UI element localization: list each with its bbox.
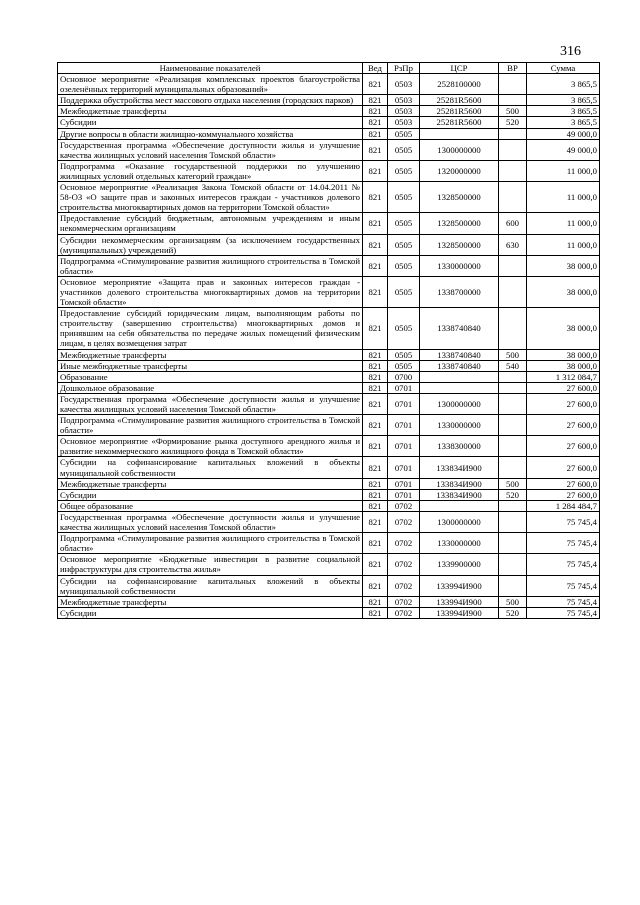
cell-ved: 821 (363, 533, 388, 554)
cell-sum: 27 600,0 (527, 382, 600, 393)
cell-name: Основное мероприятие «Формирование рынка доступного арендного жилья и развитие некоммерческого жилищного фонда в Томской области» (58, 436, 363, 457)
cell-ved: 821 (363, 182, 388, 213)
cell-name: Межбюджетные трансферты (58, 106, 363, 117)
cell-sum: 3 865,5 (527, 106, 600, 117)
cell-vr (499, 74, 527, 95)
cell-csr: 1330000000 (420, 415, 499, 436)
cell-rzpr: 0702 (388, 511, 420, 532)
cell-name: Субсидии на софинансирование капитальных вложений в объекты муниципальной собственности (58, 457, 363, 478)
cell-rzpr: 0702 (388, 596, 420, 607)
cell-rzpr: 0505 (388, 360, 420, 371)
cell-rzpr: 0505 (388, 182, 420, 213)
cell-csr: 133834И900 (420, 457, 499, 478)
cell-sum: 3 865,5 (527, 117, 600, 128)
table-row (58, 457, 600, 478)
cell-ved: 821 (363, 74, 388, 95)
cell-name: Субсидии (58, 607, 363, 618)
cell-sum: 38 000,0 (527, 308, 600, 349)
table-row (58, 511, 600, 532)
cell-sum: 38 000,0 (527, 349, 600, 360)
cell-vr (499, 554, 527, 575)
cell-sum: 49 000,0 (527, 139, 600, 160)
table-row (58, 533, 600, 554)
cell-csr: 1300000000 (420, 139, 499, 160)
cell-rzpr: 0505 (388, 139, 420, 160)
table-row (58, 95, 600, 106)
cell-rzpr: 0505 (388, 128, 420, 139)
cell-sum: 1 312 084,7 (527, 371, 600, 382)
cell-rzpr: 0505 (388, 349, 420, 360)
cell-csr: 25281R5600 (420, 95, 499, 106)
cell-sum: 75 745,4 (527, 596, 600, 607)
cell-vr: 520 (499, 117, 527, 128)
cell-vr (499, 436, 527, 457)
cell-rzpr: 0503 (388, 95, 420, 106)
cell-sum: 11 000,0 (527, 213, 600, 234)
cell-rzpr: 0505 (388, 255, 420, 276)
table-row (58, 554, 600, 575)
cell-ved: 821 (363, 554, 388, 575)
cell-name: Общее образование (58, 500, 363, 511)
table-header-row (58, 63, 600, 74)
header-csr: ЦСР (420, 63, 499, 74)
table-row (58, 575, 600, 596)
cell-name: Субсидии некоммерческим организациям (за исключением государственных (муниципальных) учреждений) (58, 234, 363, 255)
cell-sum: 3 865,5 (527, 95, 600, 106)
cell-rzpr: 0701 (388, 393, 420, 414)
header-rzpr: РзПр (388, 63, 420, 74)
cell-ved: 821 (363, 500, 388, 511)
cell-rzpr: 0702 (388, 500, 420, 511)
cell-csr: 1320000000 (420, 160, 499, 181)
cell-csr: 2528100000 (420, 74, 499, 95)
header-vr: ВР (499, 63, 527, 74)
cell-ved: 821 (363, 117, 388, 128)
cell-vr: 500 (499, 478, 527, 489)
cell-name: Основное мероприятие «Защита прав и законных интересов граждан - участников долевого строительства многоквартирных домов на территории Томской области» (58, 276, 363, 307)
table-row (58, 500, 600, 511)
table-row (58, 106, 600, 117)
cell-vr: 520 (499, 607, 527, 618)
cell-ved: 821 (363, 478, 388, 489)
cell-csr: 1330000000 (420, 533, 499, 554)
budget-table (57, 62, 600, 619)
cell-rzpr: 0505 (388, 234, 420, 255)
cell-csr: 1328500000 (420, 234, 499, 255)
cell-name: Подпрограмма «Стимулирование развития жилищного строительства в Томской области» (58, 533, 363, 554)
cell-vr (499, 276, 527, 307)
cell-name: Другие вопросы в области жилищно-коммунального хозяйства (58, 128, 363, 139)
cell-sum: 27 600,0 (527, 478, 600, 489)
cell-sum: 75 745,4 (527, 575, 600, 596)
cell-csr (420, 382, 499, 393)
cell-csr: 1338740840 (420, 349, 499, 360)
cell-name: Межбюджетные трансферты (58, 478, 363, 489)
cell-csr (420, 371, 499, 382)
cell-ved: 821 (363, 596, 388, 607)
table-row (58, 213, 600, 234)
cell-sum: 27 600,0 (527, 436, 600, 457)
table-row (58, 596, 600, 607)
cell-csr: 1328500000 (420, 182, 499, 213)
cell-name: Подпрограмма «Стимулирование развития жилищного строительства в Томской области» (58, 415, 363, 436)
cell-name: Образование (58, 371, 363, 382)
page-number: 316 (560, 44, 581, 59)
cell-rzpr: 0503 (388, 74, 420, 95)
table-row (58, 478, 600, 489)
table-row (58, 382, 600, 393)
cell-csr: 1338300000 (420, 436, 499, 457)
cell-sum: 27 600,0 (527, 457, 600, 478)
cell-csr: 1300000000 (420, 511, 499, 532)
cell-ved: 821 (363, 360, 388, 371)
cell-vr: 600 (499, 213, 527, 234)
cell-name: Субсидии на софинансирование капитальных вложений в объекты муниципальной собственности (58, 575, 363, 596)
cell-sum: 3 865,5 (527, 74, 600, 95)
cell-rzpr: 0505 (388, 213, 420, 234)
cell-ved: 821 (363, 382, 388, 393)
cell-csr: 1338740840 (420, 308, 499, 349)
cell-ved: 821 (363, 95, 388, 106)
cell-csr (420, 500, 499, 511)
cell-name: Основное мероприятие «Бюджетные инвестиции в развитие социальной инфраструктуры для строительства жилья» (58, 554, 363, 575)
cell-ved: 821 (363, 489, 388, 500)
cell-name: Предоставление субсидий бюджетным, автономным учреждениям и иным некоммерческим организациям (58, 213, 363, 234)
header-name: Наименование показателей (58, 63, 363, 74)
cell-sum: 38 000,0 (527, 276, 600, 307)
cell-ved: 821 (363, 457, 388, 478)
cell-csr: 1339900000 (420, 554, 499, 575)
cell-sum: 11 000,0 (527, 182, 600, 213)
table-row (58, 360, 600, 371)
cell-vr (499, 575, 527, 596)
cell-ved: 821 (363, 607, 388, 618)
cell-ved: 821 (363, 415, 388, 436)
cell-name: Основное мероприятие «Реализация Закона Томской области от 14.04.2011 № 58-ОЗ «О защите прав и законных интересов граждан - участников долевого строительства многоквартирных домов на территории Томской области» (58, 182, 363, 213)
cell-rzpr: 0701 (388, 382, 420, 393)
cell-ved: 821 (363, 575, 388, 596)
cell-ved: 821 (363, 139, 388, 160)
table-row (58, 128, 600, 139)
table-row (58, 117, 600, 128)
cell-ved: 821 (363, 371, 388, 382)
cell-vr: 500 (499, 596, 527, 607)
cell-rzpr: 0701 (388, 478, 420, 489)
cell-sum: 38 000,0 (527, 255, 600, 276)
cell-sum: 1 284 484,7 (527, 500, 600, 511)
cell-sum: 27 600,0 (527, 393, 600, 414)
cell-csr: 1338740840 (420, 360, 499, 371)
table-row (58, 276, 600, 307)
header-sum: Сумма (527, 63, 600, 74)
cell-sum: 38 000,0 (527, 360, 600, 371)
cell-vr (499, 95, 527, 106)
cell-ved: 821 (363, 349, 388, 360)
cell-name: Подпрограмма «Оказание государственной поддержки по улучшению жилищных условий отдельных категорий граждан» (58, 160, 363, 181)
cell-rzpr: 0505 (388, 160, 420, 181)
cell-vr: 500 (499, 106, 527, 117)
cell-csr: 25281R5600 (420, 117, 499, 128)
cell-rzpr: 0503 (388, 106, 420, 117)
cell-name: Основное мероприятие «Реализация комплексных проектов благоустройства озеленённых территорий муниципальных образований» (58, 74, 363, 95)
cell-vr (499, 393, 527, 414)
cell-ved: 821 (363, 160, 388, 181)
cell-name: Поддержка обустройства мест массового отдыха населения (городских парков) (58, 95, 363, 106)
cell-ved: 821 (363, 213, 388, 234)
cell-name: Межбюджетные трансферты (58, 349, 363, 360)
cell-ved: 821 (363, 234, 388, 255)
cell-vr (499, 182, 527, 213)
cell-name: Субсидии (58, 117, 363, 128)
cell-sum: 75 745,4 (527, 533, 600, 554)
cell-vr (499, 371, 527, 382)
cell-vr: 520 (499, 489, 527, 500)
cell-name: Межбюджетные трансферты (58, 596, 363, 607)
cell-vr (499, 500, 527, 511)
cell-csr: 1330000000 (420, 255, 499, 276)
cell-vr (499, 457, 527, 478)
table-row (58, 415, 600, 436)
cell-sum: 75 745,4 (527, 554, 600, 575)
cell-name: Государственная программа «Обеспечение доступности жилья и улучшение качества жилищных условий населения Томской области» (58, 139, 363, 160)
cell-rzpr: 0505 (388, 276, 420, 307)
table-row (58, 234, 600, 255)
cell-rzpr: 0702 (388, 607, 420, 618)
cell-vr (499, 160, 527, 181)
cell-name: Предоставление субсидий юридическим лицам, выполняющим работы по строительству (завершению строительства) многоквартирных домов и принявшим на себя обязательства по передаче жилых помещений физическим лицам, в целях возмещения затрат (58, 308, 363, 349)
cell-sum: 27 600,0 (527, 415, 600, 436)
cell-csr: 1338700000 (420, 276, 499, 307)
cell-ved: 821 (363, 511, 388, 532)
cell-ved: 821 (363, 308, 388, 349)
cell-csr: 133994И900 (420, 596, 499, 607)
cell-ved: 821 (363, 106, 388, 117)
cell-sum: 27 600,0 (527, 489, 600, 500)
cell-rzpr: 0702 (388, 554, 420, 575)
table-row (58, 255, 600, 276)
cell-vr (499, 533, 527, 554)
table-row (58, 74, 600, 95)
cell-csr: 133834И900 (420, 489, 499, 500)
table-row (58, 308, 600, 349)
cell-csr (420, 128, 499, 139)
cell-csr: 133994И900 (420, 607, 499, 618)
cell-ved: 821 (363, 276, 388, 307)
cell-vr (499, 128, 527, 139)
cell-ved: 821 (363, 255, 388, 276)
cell-rzpr: 0505 (388, 308, 420, 349)
cell-rzpr: 0701 (388, 457, 420, 478)
cell-vr (499, 511, 527, 532)
cell-ved: 821 (363, 393, 388, 414)
cell-vr (499, 308, 527, 349)
table-row (58, 436, 600, 457)
cell-name: Дошкольное образование (58, 382, 363, 393)
cell-rzpr: 0701 (388, 436, 420, 457)
cell-rzpr: 0702 (388, 533, 420, 554)
table-body (58, 74, 600, 619)
table-row (58, 160, 600, 181)
cell-vr: 500 (499, 349, 527, 360)
cell-rzpr: 0700 (388, 371, 420, 382)
cell-rzpr: 0701 (388, 489, 420, 500)
cell-csr: 25281R5600 (420, 106, 499, 117)
table-row (58, 349, 600, 360)
table-row (58, 489, 600, 500)
cell-vr: 630 (499, 234, 527, 255)
cell-csr: 133834И900 (420, 478, 499, 489)
cell-name: Иные межбюджетные трансферты (58, 360, 363, 371)
cell-rzpr: 0503 (388, 117, 420, 128)
cell-rzpr: 0701 (388, 415, 420, 436)
cell-vr (499, 382, 527, 393)
cell-rzpr: 0702 (388, 575, 420, 596)
header-ved: Вед (363, 63, 388, 74)
table-row (58, 182, 600, 213)
cell-sum: 11 000,0 (527, 160, 600, 181)
cell-sum: 49 000,0 (527, 128, 600, 139)
cell-vr (499, 139, 527, 160)
cell-ved: 821 (363, 128, 388, 139)
cell-name: Государственная программа «Обеспечение доступности жилья и улучшение качества жилищных условий населения Томской области» (58, 511, 363, 532)
cell-name: Государственная программа «Обеспечение доступности жилья и улучшение качества жилищных условий населения Томской области» (58, 393, 363, 414)
table-row (58, 607, 600, 618)
cell-csr: 1300000000 (420, 393, 499, 414)
table-row (58, 139, 600, 160)
cell-sum: 75 745,4 (527, 511, 600, 532)
cell-name: Субсидии (58, 489, 363, 500)
cell-vr (499, 415, 527, 436)
cell-vr: 540 (499, 360, 527, 371)
table-row (58, 393, 600, 414)
cell-name: Подпрограмма «Стимулирование развития жилищного строительства в Томской области» (58, 255, 363, 276)
cell-vr (499, 255, 527, 276)
cell-csr: 1328500000 (420, 213, 499, 234)
cell-sum: 11 000,0 (527, 234, 600, 255)
cell-ved: 821 (363, 436, 388, 457)
table-row (58, 371, 600, 382)
cell-csr: 133994И900 (420, 575, 499, 596)
cell-sum: 75 745,4 (527, 607, 600, 618)
